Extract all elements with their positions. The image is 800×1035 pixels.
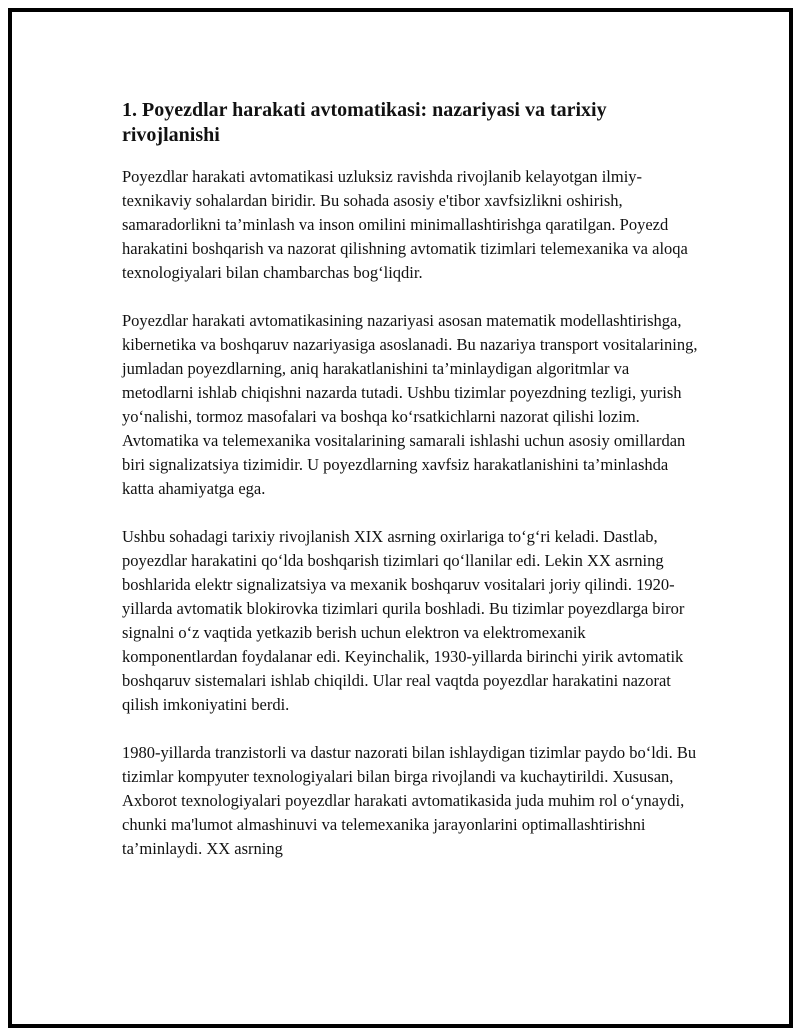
- page-frame: [8, 8, 793, 1028]
- paragraph-history: Ushbu sohadagi tarixiy rivojlanish XIX asrning oxirlariga to‘g‘ri keladi. Dastlab, poyezdlar harakatini qo‘lda boshqarish tizimlari qo‘llanilar edi. Lekin XX asrning boshlarida elektr signalizatsiya va mexanik boshqaruv vositalari joriy qilindi. 1920-yillarda avtomatik blokirovka tizimlari qurila boshladi. Bu tizimlar poyezdlarga biror signalni o‘z vaqtida yetkazib berish uchun elektron va elektromexanik komponentlardan foydalanar edi. Keyinchalik, 1930-yillarda birinchi yirik avtomatik boshqaruv sistemalari ishlab chiqildi. Ular real vaqtda poyezdlar harakatini nazorat qilish imkoniyatini berdi.: [122, 527, 685, 714]
- paragraph-modern: 1980-yillarda tranzistorli va dastur nazorati bilan ishlaydigan tizimlar paydo bo‘ldi. Bu tizimlar kompyuter texnologiyalari bilan birga rivojlandi va kuchaytirildi. Xususan, Axborot texnologiyalari poyezdlar harakati avtomatikasida juda muhim rol o‘ynaydi, chunki ma'lumot almashinuvi va telemexanika jarayonlarini optimallashtirishni ta’minlaydi. XX asrning: [122, 743, 697, 858]
- section-heading: 1. Poyezdlar harakati avtomatikasi: nazariyasi va tarixiy rivojlanishi: [122, 99, 607, 146]
- paragraph-intro: Poyezdlar harakati avtomatikasi uzluksiz ravishda rivojlanib kelayotgan ilmiy-texnikaviy sohalardan biridir. Bu sohada asosiy e'tibor xavfsizlikni oshirish, samaradorlikni ta’minlash va inson omilini minimallashtirishga qaratilgan. Poyezd harakatini boshqarish va nazorat qilishning avtomatik tizimlari telemexanika va aloqa texnologiyalari bilan chambarchas bog‘liqdir.: [122, 167, 688, 282]
- paragraph-theory: Poyezdlar harakati avtomatikasining nazariyasi asosan matematik modellashtirishga, kibernetika va boshqaruv nazariyasiga asoslanadi. Bu nazariya transport vositalarining, jumladan poyezdlarning, aniq harakatlanishini ta’minlaydigan algoritmlar va metodlarni ishlab chiqishni nazarda tutadi. Ushbu tizimlar poyezdning tezligi, yurish yo‘nalishi, tormoz masofalari va boshqa ko‘rsatkichlarni nazorat qilishi lozim. Avtomatika va telemexanika vositalarining samarali ishlashi uchun asosiy omillardan biri signalizatsiya tizimidir. U poyezdlarning xavfsiz harakatlanishini ta’minlashda katta ahamiyatga ega.: [122, 311, 698, 498]
- document-body: [122, 98, 702, 885]
